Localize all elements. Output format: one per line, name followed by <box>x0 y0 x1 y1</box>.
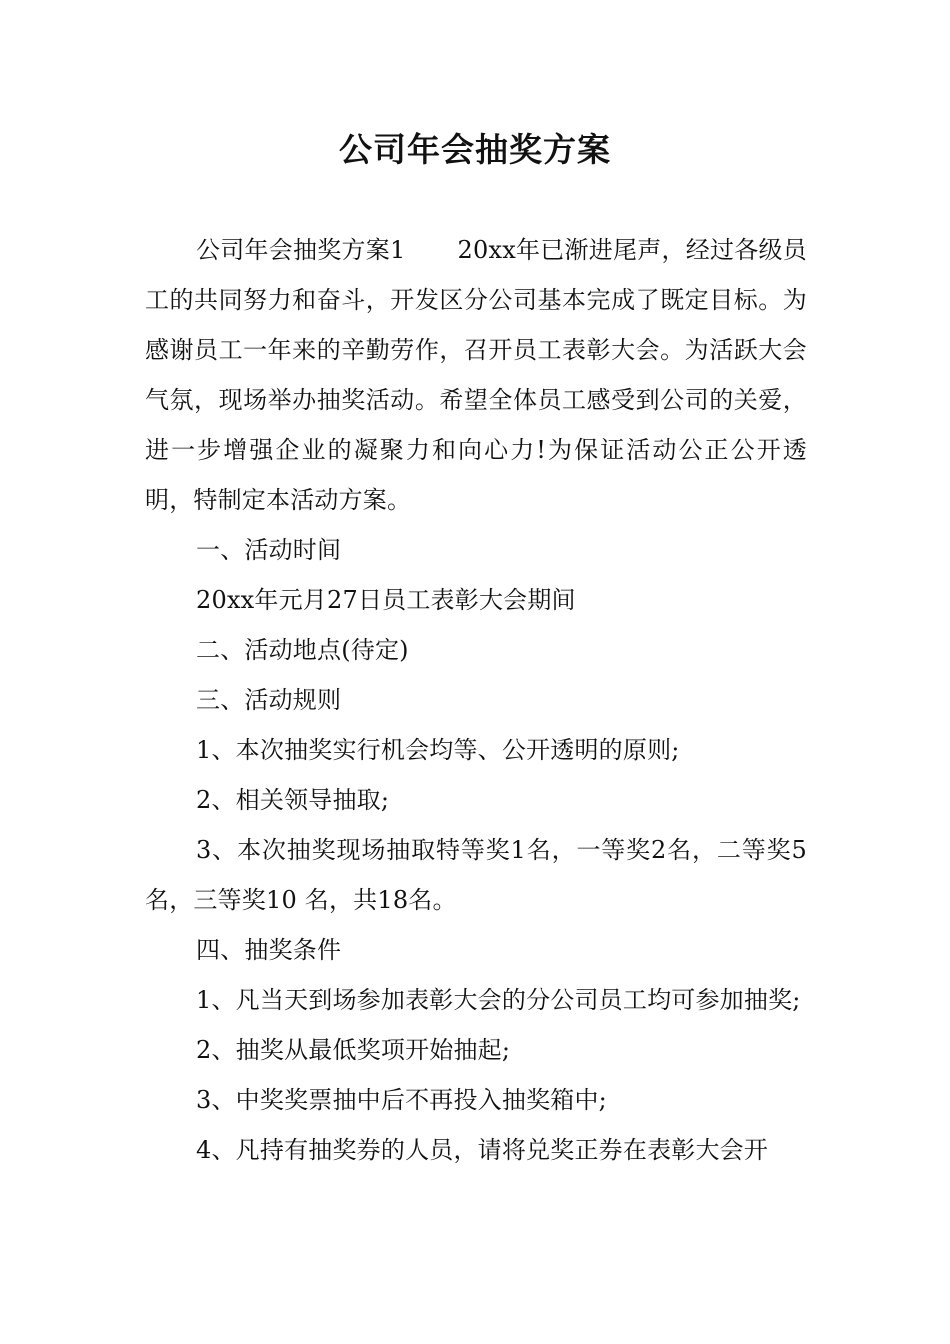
condition-item-1: 1、凡当天到场参加表彰大会的分公司员工均可参加抽奖; <box>196 986 801 1014</box>
intro-label: 公司年会抽奖方案1 <box>196 236 406 264</box>
section-heading-rules: 三、活动规则 <box>196 686 342 714</box>
condition-item-3: 3、中奖奖票抽中后不再投入抽奖箱中; <box>196 1086 607 1114</box>
section-heading-time: 一、活动时间 <box>196 536 342 564</box>
condition-item-4: 4、凡持有抽奖券的人员，请将兑奖正券在表彰大会开 <box>196 1136 769 1164</box>
rule-item-3: 3、本次抽奖现场抽取特等奖1名，一等奖2名，二等奖5名，三等奖10 名，共18名。 <box>145 836 807 914</box>
section-heading-location: 二、活动地点(待定) <box>196 636 409 664</box>
intro-text: 20xx年已渐进尾声，经过各级员工的共同努力和奋斗，开发区分公司基本完成了既定目标。为感谢员工一年来的辛勤劳作，召开员工表彰大会。为活跃大会气氛，现场举办抽奖活动。希望全体员工感受到公司的关爱，进一步增强企业的凝聚力和向心力!为保证活动公正公开透明，特制定本活动方案。 <box>145 236 807 514</box>
rule-item-1: 1、本次抽奖实行机会均等、公开透明的原则; <box>196 736 680 764</box>
document-title: 公司年会抽奖方案 <box>339 130 611 169</box>
rule-item-2: 2、相关领导抽取; <box>196 786 390 814</box>
paragraph-time-detail: 20xx年元月27日员工表彰大会期间 <box>196 586 576 614</box>
condition-item-2: 2、抽奖从最低奖项开始抽起; <box>196 1036 511 1064</box>
document-body <box>145 225 807 1175</box>
section-heading-conditions: 四、抽奖条件 <box>196 936 342 964</box>
intro-paragraph <box>145 225 807 525</box>
